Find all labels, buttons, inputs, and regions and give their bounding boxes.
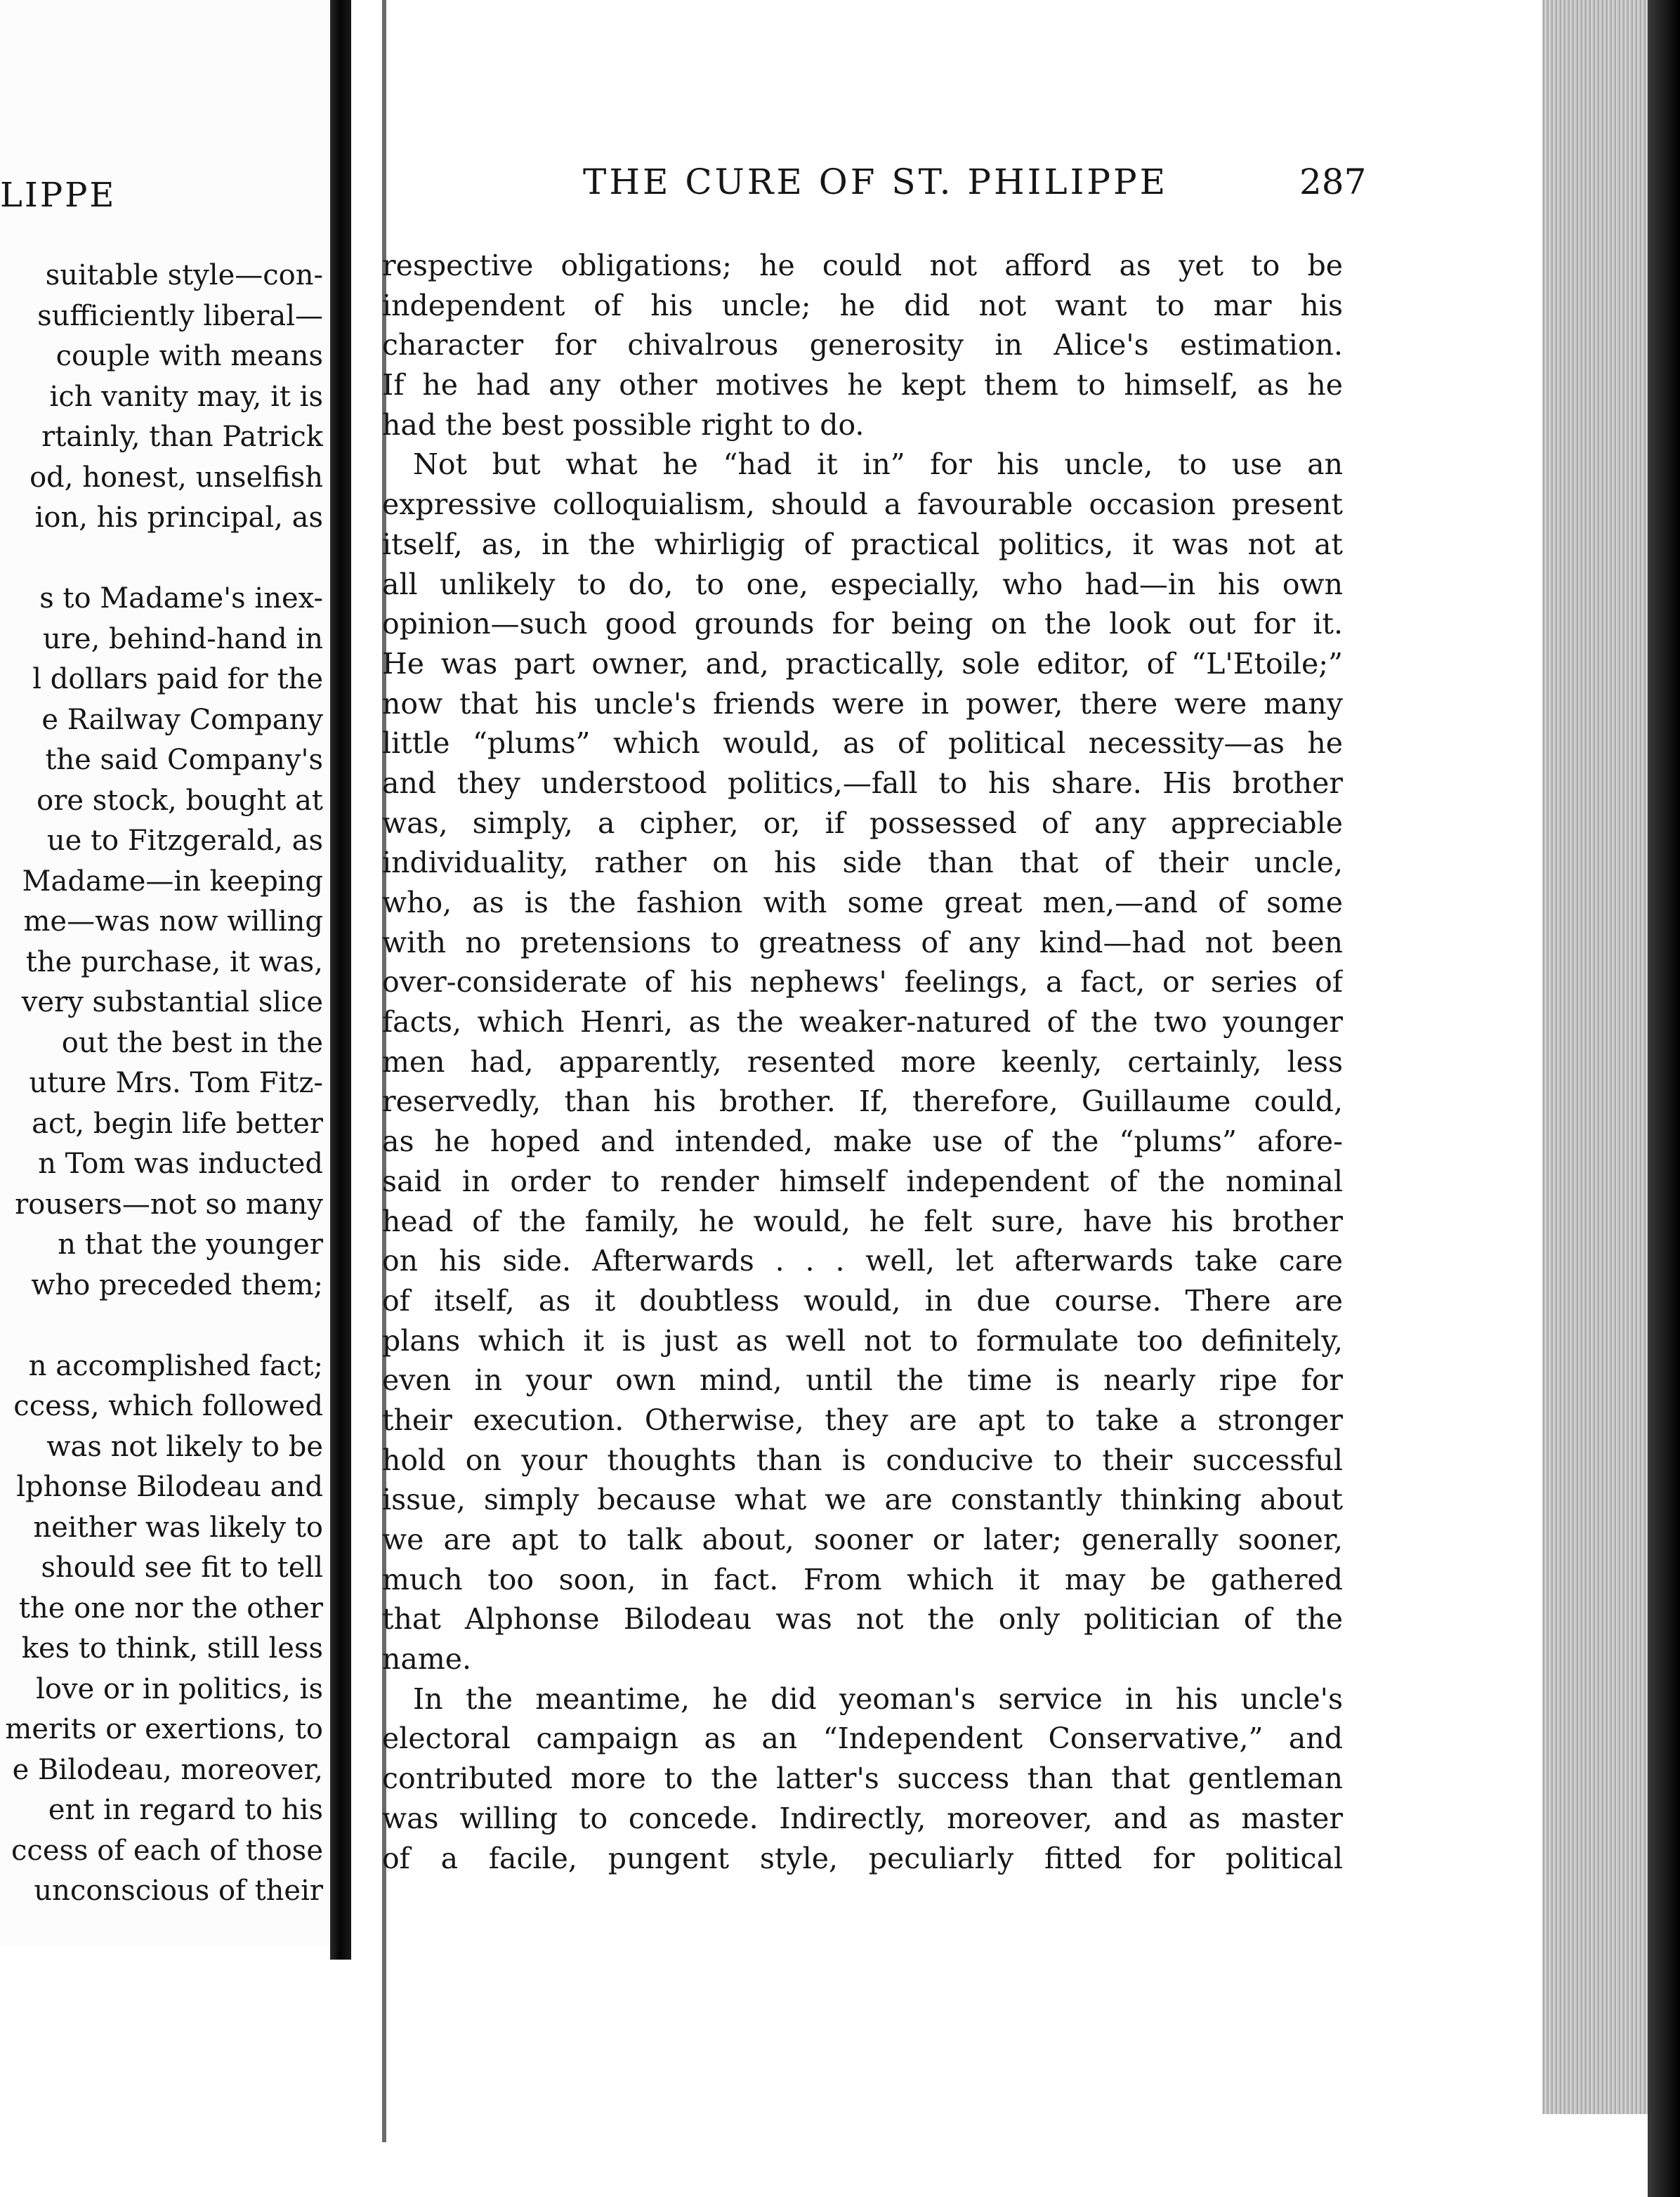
text-line: expressive colloquialism, should a favourable occasion present — [382, 487, 1343, 522]
text-line: we are apt to talk about, sooner or later; generally sooner, — [382, 1523, 1343, 1556]
text-line: lphonse Bilodeau and — [16, 1471, 323, 1503]
text-line: men had, apparently, resented more keenly, certainly, less — [382, 1044, 1343, 1079]
text-line: n Tom was inducted — [38, 1148, 323, 1180]
text-line: rtainly, than Patrick — [41, 421, 323, 453]
text-line: If he had any other motives he kept them to himself, as he — [382, 368, 1343, 402]
page-block-edge — [1542, 0, 1648, 2114]
text-line: the purchase, it was, — [25, 945, 323, 978]
text-line: head of the family, he would, he felt sure, have his brother — [382, 1204, 1343, 1238]
text-line: facts, which Henri, as the weaker-natured of the two younger — [382, 1005, 1343, 1040]
text-line: was, simply, a cipher, or, if possessed of any appreciable — [382, 806, 1343, 840]
text-line: over-considerate of his nephews' feelings, a fact, or series of — [382, 965, 1343, 999]
text-line: uture Mrs. Tom Fitz- — [29, 1067, 323, 1099]
text-line: and they understood politics,—fall to his share. His brother — [382, 766, 1343, 800]
paragraph-gap — [0, 539, 323, 579]
text-line: love or in politics, is — [36, 1672, 323, 1705]
text-line: ure, behind-hand in — [43, 622, 323, 655]
text-line: itself, as, in the whirligig of practical politics, it was not at — [382, 527, 1343, 561]
text-line: ue to Fitzgerald, as — [46, 825, 323, 857]
left-page-text — [0, 256, 323, 1912]
text-line: unconscious of their — [34, 1875, 323, 1907]
text-line: kes to think, still less — [21, 1632, 323, 1665]
text-line: as he hoped and intended, make use of the “plums” afore- — [382, 1124, 1343, 1159]
text-line: the one nor the other — [18, 1592, 323, 1625]
text-line: much too soon, in fact. From which it may be gathered — [382, 1562, 1343, 1596]
text-line: the said Company's — [45, 744, 323, 776]
text-line: who preceded them; — [31, 1268, 323, 1301]
text-line: suitable style—con- — [45, 259, 323, 291]
text-line: He was part owner, and, practically, sole editor, of “L'Etoile;” — [382, 646, 1343, 681]
text-line: even in your own mind, until the time is nearly ripe for — [382, 1363, 1343, 1398]
text-line: with no pretensions to greatness of any kind—had not been — [382, 925, 1343, 959]
text-line: respective obligations; he could not afford as yet to be — [382, 249, 1343, 282]
text-line: sufficiently liberal— — [37, 299, 323, 332]
text-line: all unlikely to do, to one, especially, who had—in his own — [382, 567, 1343, 601]
text-line: who, as is the fashion with some great men,—and of some — [382, 886, 1343, 919]
book-gutter — [330, 0, 351, 1960]
text-line: of a facile, pungent style, peculiarly fitted for political — [382, 1841, 1343, 1875]
text-line: their execution. Otherwise, they are apt to take a stronger — [382, 1403, 1343, 1437]
text-line: said in order to render himself independent of the nominal — [382, 1164, 1343, 1198]
text-line: should see fit to tell — [41, 1552, 323, 1584]
text-line: little “plums” which would, as of political necessity—as he — [382, 726, 1343, 761]
text-line: l dollars paid for the — [32, 663, 323, 695]
text-line: character for chivalrous generosity in Alice's estimation. — [382, 328, 1343, 362]
text-line: me—was now willing — [23, 905, 323, 938]
scan-border — [1648, 0, 1680, 2197]
page-number: 287 — [1299, 162, 1367, 202]
text-line: act, begin life better — [32, 1107, 323, 1140]
text-line: contributed more to the latter's success than that gentleman — [382, 1762, 1343, 1796]
text-line: independent of his uncle; he did not want to mar his — [382, 288, 1343, 322]
text-line: e Railway Company — [41, 703, 323, 736]
text-line: was not likely to be — [46, 1430, 323, 1463]
text-line: now that his uncle's friends were in power, there were many — [382, 686, 1343, 721]
text-line: out the best in the — [61, 1026, 323, 1059]
page-body-text — [382, 246, 1343, 1878]
text-line: rousers—not so many — [15, 1188, 323, 1221]
left-running-header: LIPPE — [0, 176, 117, 215]
text-line: opinion—such good grounds for being on the look out for it. — [382, 607, 1343, 641]
text-line: od, honest, unselfish — [29, 461, 323, 494]
text-line: had the best possible right to do. — [382, 407, 865, 442]
paragraph-gap — [0, 1306, 323, 1346]
text-line: merits or exertions, to — [5, 1713, 323, 1745]
text-line: hold on your thoughts than is conducive to their successful — [382, 1443, 1343, 1477]
text-line: couple with means — [55, 340, 323, 372]
text-line: very substantial slice — [21, 986, 323, 1018]
text-line: individuality, rather on his side than that of their uncle, — [382, 846, 1343, 880]
text-line: that Alphonse Bilodeau was not the only politician of the — [382, 1602, 1343, 1637]
running-title: THE CURE OF ST. PHILIPPE — [583, 162, 1169, 202]
left-page — [0, 0, 336, 1946]
text-line: plans which it is just as well not to formulate too definitely, — [382, 1323, 1343, 1358]
text-line: ent in regard to his — [48, 1794, 323, 1826]
text-line: ccess, which followed — [13, 1390, 323, 1422]
text-line: In the meantime, he did yeoman's service in his uncle's — [413, 1681, 1343, 1716]
text-line: Madame—in keeping — [22, 865, 323, 898]
text-line: name. — [382, 1642, 472, 1677]
text-line: on his side. Afterwards . . . well, let afterwards take care — [382, 1244, 1343, 1278]
text-line: n that the younger — [58, 1228, 323, 1261]
text-line: n accomplished fact; — [28, 1349, 323, 1382]
running-header — [583, 162, 1680, 211]
text-line: ore stock, bought at — [37, 784, 323, 817]
text-line: ich vanity may, it is — [49, 380, 323, 413]
text-line: reservedly, than his brother. If, therefore, Guillaume could, — [382, 1084, 1343, 1119]
text-line: of itself, as it doubtless would, in due course. There are — [382, 1283, 1343, 1318]
text-line: issue, simply because what we are constantly thinking about — [382, 1483, 1343, 1517]
text-line: ion, his principal, as — [34, 501, 323, 534]
text-line: ccess of each of those — [11, 1834, 323, 1867]
text-line: was willing to concede. Indirectly, moreover, and as master — [382, 1801, 1343, 1835]
text-line: e Bilodeau, moreover, — [12, 1753, 323, 1786]
text-line: Not but what he “had it in” for his uncle, to use an — [413, 447, 1343, 482]
text-line: s to Madame's inex- — [39, 582, 323, 615]
text-line: electoral campaign as an “Independent Conservative,” and — [382, 1721, 1343, 1756]
text-line: neither was likely to — [33, 1511, 323, 1544]
